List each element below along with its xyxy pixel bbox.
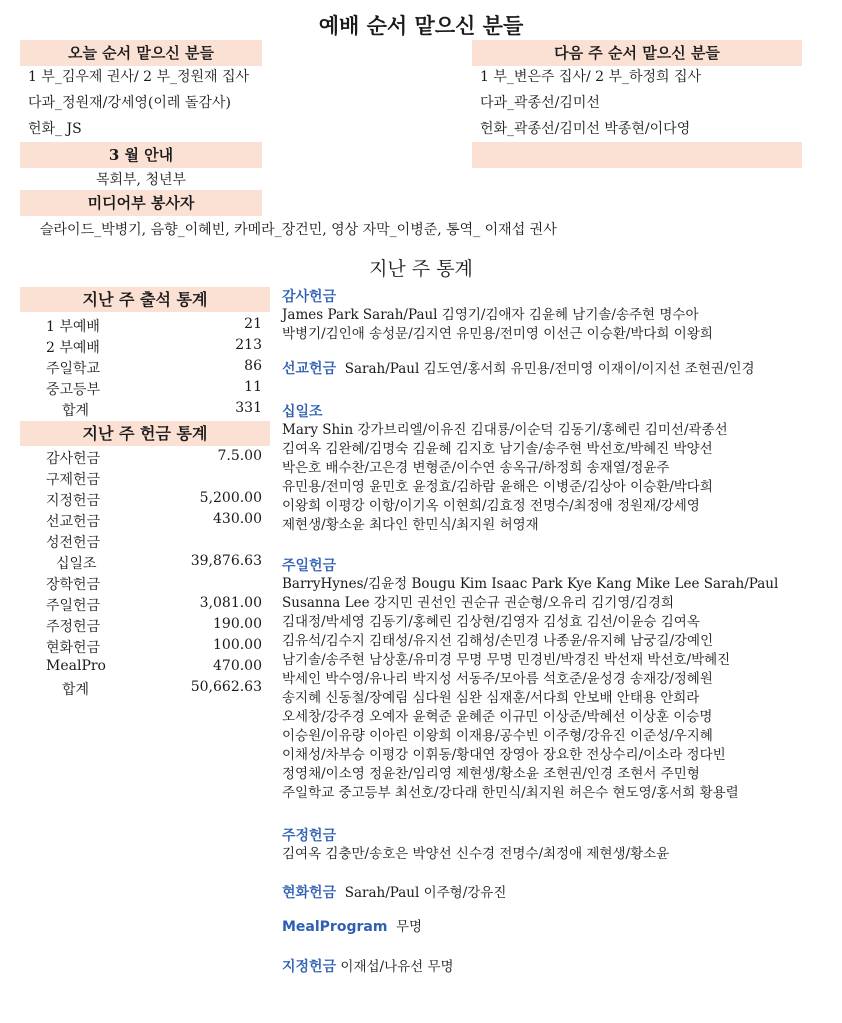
attendance-row	[28, 379, 270, 398]
attendance-label: 주일학교	[46, 361, 101, 377]
juil-line: 김유석/김수지 김태성/유지선 김해성/손민경 나종윤/유지혜 남궁길/강예인	[282, 633, 714, 649]
offering-label: 지정헌금	[46, 493, 101, 509]
sipiljo-line: 이왕희 이평강 이항/이기옥 이현희/김효정 전명수/최정애 정원재/강세영	[282, 498, 700, 514]
hyeonhwa-text: Sarah/Paul 이주형/강유진	[344, 885, 507, 901]
juil-line: 송지혜 신동철/장예림 심다원 심완 심재훈/서다희 안보배 안태용 안희라	[282, 690, 700, 706]
offering-row	[28, 448, 270, 467]
attendance-value: 213	[235, 337, 262, 353]
offering-value: 470.00	[213, 658, 262, 674]
attendance-value: 86	[244, 358, 262, 374]
hyeonhwa-title: 현화헌금	[282, 885, 337, 901]
juil-line: 오세창/강주경 오예자 윤혁준 윤혜준 이규민 이상준/박혜선 이상훈 이승명	[282, 709, 713, 725]
juil-section	[282, 555, 830, 803]
attendance-row	[28, 358, 270, 377]
next-header: 다음 주 순서 맡으신 분들	[472, 40, 802, 66]
offering-row	[28, 511, 270, 530]
attendance-value: 11	[244, 379, 262, 395]
today-line-1: 1 부_김우제 권사/ 2 부_정원재 집사	[28, 69, 250, 85]
media-header: 미디어부 봉사자	[20, 190, 262, 216]
offering-value: 39,876.63	[190, 553, 262, 569]
offering-label: 구제헌금	[46, 472, 101, 488]
jujeong-section	[282, 825, 830, 864]
meal-section	[282, 918, 830, 937]
march-header: 3 월 안내	[20, 142, 262, 168]
gamsa-line: James Park Sarah/Paul 김영기/김애자 김윤혜 남기솔/송주현 명수아	[282, 307, 699, 323]
meal-title: MealProgram	[282, 919, 388, 935]
offering-label: MealPro	[46, 658, 106, 674]
last-week-title: 지난 주 통계	[369, 258, 473, 280]
offering-value: 3,081.00	[199, 595, 262, 611]
attendance-row	[28, 400, 270, 419]
offering-value: 5,200.00	[199, 490, 262, 506]
gamsa-title: 감사헌금	[282, 289, 337, 305]
juil-line: 이승원/이유량 이아린 이왕희 이재용/공수빈 이주형/강유진 이준성/우지혜	[282, 728, 713, 744]
hyeonhwa-section	[282, 884, 830, 903]
offering-label: 주정헌금	[46, 619, 101, 635]
attendance-header: 지난 주 출석 통계	[20, 287, 270, 312]
sipiljo-title: 십일조	[282, 404, 323, 420]
offering-label: 합계	[62, 682, 90, 698]
next-line-2: 다과_곽종선/김미선	[480, 95, 600, 111]
offering-label: 현화헌금	[46, 640, 101, 656]
media-text: 슬라이드_박병기, 음향_이혜빈, 카메라_장건민, 영상 자막_이병준, 통역_ 이재섭 권사	[40, 222, 557, 238]
page-title: 예배 순서 맡으신 분들	[318, 13, 524, 38]
offering-label: 감사헌금	[46, 451, 101, 467]
offering-row	[28, 616, 270, 635]
offering-row	[28, 658, 270, 677]
attendance-label: 2 부예배	[46, 340, 100, 356]
sipiljo-line: 박은호 배수찬/고은경 변형준/이수연 송옥규/하정희 송재열/정윤주	[282, 460, 670, 476]
offering-value: 190.00	[213, 616, 262, 632]
attendance-label: 중고등부	[46, 382, 101, 398]
today-line-2: 다과_정원재/강세영(이레 돌감사)	[28, 95, 231, 111]
sipiljo-line: Mary Shin 강가브리엘/이유진 김대룡/이순덕 김동기/홍혜린 김미선/곽종선	[282, 422, 728, 438]
offering-row	[28, 637, 270, 656]
seongyo-section	[282, 360, 830, 379]
today-line-3: 헌화_ JS	[28, 121, 82, 137]
offering-row	[28, 532, 270, 551]
sipiljo-line: 유민용/전미영 윤민호 윤정효/김하람 윤해은 이병준/김상아 이승환/박다희	[282, 479, 713, 495]
attendance-label: 1 부예배	[46, 319, 100, 335]
seongyo-text: Sarah/Paul 김도연/홍서희 유민용/전미영 이재이/이지선 조현권/인경	[344, 361, 755, 377]
offering-header: 지난 주 헌금 통계	[20, 421, 270, 446]
offering-row	[28, 469, 270, 488]
attendance-value: 21	[244, 316, 262, 332]
offering-value: 430.00	[213, 511, 262, 527]
attendance-row	[28, 316, 270, 335]
offering-value: 100.00	[213, 637, 262, 653]
sipiljo-line: 김여옥 김완혜/김명숙 김윤혜 김지호 남기솔/송주현 박선호/박혜진 박양선	[282, 441, 713, 457]
jijeong-title: 지정헌금	[282, 959, 337, 975]
jujeong-line: 김여옥 김충만/송호은 박양선 신수경 전명수/최정애 제현생/황소윤	[282, 846, 670, 862]
gamsa-line: 박병기/김인애 송성문/김지연 유민용/전미영 이선근 이승환/박다희 이왕희	[282, 326, 713, 342]
juil-line: 김대정/박세영 김동기/홍혜린 김상현/김영자 김성효 김선/이윤승 김여옥	[282, 614, 700, 630]
juil-line: 박세인 박수영/유나리 박지성 서동주/모아름 석호준/윤성경 송재강/정혜원	[282, 671, 713, 687]
juil-line: 정영채/이소영 정윤찬/임리영 제현생/황소윤 조현권/인경 조현서 주민형	[282, 766, 700, 782]
offering-value: 7.5.00	[217, 448, 262, 464]
attendance-row	[28, 337, 270, 356]
offering-row	[28, 574, 270, 593]
offering-label: 장학헌금	[46, 577, 101, 593]
sipiljo-section	[282, 401, 830, 535]
next-line-3: 헌화_곽종선/김미선 박종현/이다영	[480, 121, 691, 137]
juil-line: BarryHynes/김윤정 Bougu Kim Isaac Park Kye Kang Mike Lee Sarah/Paul	[282, 576, 779, 592]
march-text: 목회부, 청년부	[95, 172, 187, 188]
juil-title: 주일헌금	[282, 558, 337, 574]
jijeong-text: 이재섭/나유선 무명	[340, 959, 454, 975]
jujeong-title: 주정헌금	[282, 828, 337, 844]
attendance-value: 331	[235, 400, 262, 416]
juil-line: 주일학교 중고등부 최선호/강다래 한민식/최지원 허은수 현도영/홍서희 황용렬	[282, 785, 739, 801]
jijeong-section	[282, 958, 830, 977]
juil-line: 이채성/차부승 이평강 이휘동/황대연 장영아 장요한 전상수리/이소라 정다빈	[282, 747, 726, 763]
offering-row	[28, 490, 270, 509]
juil-line: 남기솔/송주현 남상훈/유미경 무명 무명 민경빈/박경진 박선재 박선호/박혜진	[282, 652, 731, 668]
offering-label: 선교헌금	[46, 514, 101, 530]
offering-row	[28, 595, 270, 614]
next-empty-bar	[472, 142, 802, 168]
meal-text: 무명	[396, 919, 423, 935]
today-header: 오늘 순서 맡으신 분들	[20, 40, 262, 66]
gamsa-section	[282, 286, 830, 344]
offering-label: 주일헌금	[46, 598, 101, 614]
offering-row	[28, 679, 270, 698]
sipiljo-line: 제현생/황소윤 최다인 한민식/최지원 허영재	[282, 517, 539, 533]
offering-label: 십일조	[56, 556, 97, 572]
offering-label: 성전헌금	[46, 535, 101, 551]
juil-line: Susanna Lee 강지민 권선인 권순규 권순형/오유리 김기영/김경희	[282, 595, 675, 611]
offering-row	[28, 553, 270, 572]
offering-value: 50,662.63	[190, 679, 262, 695]
next-line-1: 1 부_변은주 집사/ 2 부_하정희 집사	[480, 69, 702, 85]
seongyo-title: 선교헌금	[282, 361, 337, 377]
attendance-label: 합계	[62, 403, 90, 419]
